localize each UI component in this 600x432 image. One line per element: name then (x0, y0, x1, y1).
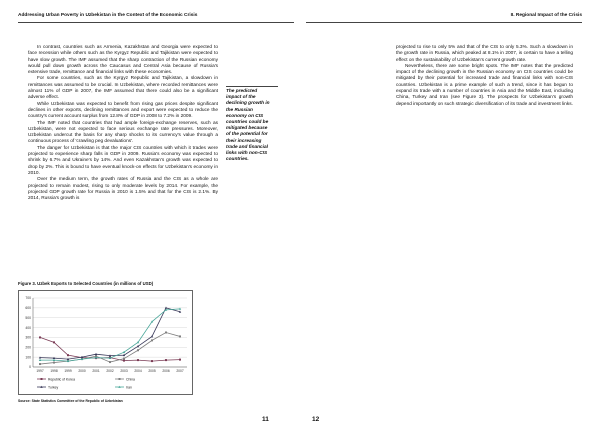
x-tick-label: 2007 (176, 369, 184, 373)
data-point (179, 335, 181, 337)
export-line-chart (19, 291, 192, 394)
pull-quote: The predicted impact of the declining growth in the Russian economy on CIS countries could be mitigated because of the potential for their increasing trade and financial links with non-CIS countries. (226, 89, 270, 163)
legend-label: Iran (126, 385, 132, 390)
data-point (67, 354, 69, 356)
body-paragraph: Nevertheless, there are some bright spots. The IMF notes that the predicted impact of the declining growth in the Russian economy on CIS countries could be mitigated by their potential for increased trade and financial links with non-CIS countries. Uzbekistan is a prime example of such a trend, since it has begun to expand its trade with a number of countries in Asia and the Middle East, including China, Turkey and Iran (see Figure 3). The prospects for Uzbekistan's growth depend importantly on such strategic diversification of its trade and investment links. (396, 63, 573, 107)
legend-label: China (126, 377, 135, 382)
y-tick-label: 600 (25, 306, 31, 311)
data-point (165, 359, 167, 361)
figure-title: Figure 3. Uzbek Exports to Selected Countries (in millions of USD) (18, 281, 154, 286)
x-tick-label: 2003 (120, 369, 128, 373)
body-paragraph: For some countries, such as the Kyrgyz Republic and Tajikistan, a slowdown in remittances was assumed to be crucial. In Uzbekistan, where recorded remittances were almost 11% of GDP in 2007, the IMF assumed that there could also be a significant adverse effect. (28, 76, 218, 101)
data-point (109, 361, 111, 363)
data-point (179, 359, 181, 361)
data-point (39, 336, 41, 338)
pull-quote-rule (226, 86, 278, 87)
figure-source: Source: State Statistics Committee of the Republic of Uzbekistan (18, 399, 123, 403)
x-tick-label: 2004 (134, 369, 142, 373)
data-point (151, 360, 153, 362)
x-tick-label: 2005 (148, 369, 156, 373)
y-tick-label: 0 (29, 365, 31, 370)
data-point (123, 358, 125, 360)
data-point (39, 363, 41, 365)
right-running-header: II. Regional Impact of the Crisis (510, 13, 582, 18)
left-body-column (28, 45, 218, 202)
body-paragraph: Over the medium term, the growth rates of Russia and the CIS as a whole are projected to remain modest, rising to only moderate levels by 2014. For example, the projected GDP growth rate for Russia in 2010 is 1.5% and that for the CIS is 2.1%. By 2014, Russia's growth is (28, 177, 218, 202)
x-tick-label: 2001 (92, 369, 100, 373)
body-paragraph: The IMF noted that countries that had ample foreign-exchange reserves, such as Uzbekistan, were not expected to face serious exchange rate pressures. Moreover, Uzbekistan undercut the basis for any sharp shocks to its currency's value through a continuous process of 'crawling peg devaluations'. (28, 120, 218, 145)
x-tick-label: 1997 (36, 369, 44, 373)
body-paragraph: In contrast, countries such as Armenia, Kazakhstan and Georgia were expected to face recession while others such as the Kyrgyz Republic and Tajikistan were expected to have slow growth. The IMF assumed that the sharp contraction of the Russian economy would pull down growth across the Caucasus and Central Asia because of Russia's extensive trade, remittance and financial links with these economies. (28, 45, 218, 76)
x-tick-label: 2006 (162, 369, 170, 373)
y-tick-label: 100 (25, 355, 31, 360)
y-tick-label: 400 (25, 325, 31, 330)
data-point (151, 339, 153, 341)
legend-marker (119, 378, 121, 380)
figure-frame (18, 290, 193, 395)
y-tick-label: 300 (25, 335, 31, 340)
data-point (137, 359, 139, 361)
page-number-right: 12 (312, 416, 320, 423)
y-tick-label: 500 (25, 315, 31, 320)
x-tick-label: 1998 (50, 369, 58, 373)
data-point (53, 362, 55, 364)
data-point (137, 349, 139, 351)
right-body-column (396, 45, 573, 108)
data-point (123, 360, 125, 362)
legend-marker (41, 378, 43, 380)
y-tick-label: 700 (25, 296, 31, 301)
legend-label: Turkey (48, 385, 59, 390)
x-tick-label: 1999 (64, 369, 72, 373)
body-paragraph: projected to rise to only 5% and that of the CIS to only 5.3%. Such a slowdown in the growth rate in Russia, which peaked at 8.1% in 2007, is certain to have a telling effect on the sustainability of Uzbekistan's current growth rate. (396, 45, 573, 63)
data-point (165, 307, 167, 309)
page-number-left: 11 (262, 416, 269, 423)
data-point (53, 341, 55, 343)
series-line (40, 309, 180, 361)
x-tick-label: 2002 (106, 369, 114, 373)
left-running-header: Addressing Urban Poverty in Uzbekistan in the Context of the Economic Crisis (18, 13, 198, 18)
left-header-rule (18, 22, 294, 23)
legend-label: Republic of Korea (48, 377, 75, 382)
right-header-rule (306, 22, 582, 23)
body-paragraph: The danger for Uzbekistan is that the major CIS countries with which it trades were projected to experience sharp falls in GDP in 2009. Russia's economy was expected to shrink by 6.7% and Ukraine's by 14%. And even Kazakhstan's growth was expected to drop by 2%. This is bound to have eventual knock-on effects for Uzbekistan's economy in 2010. (28, 145, 218, 176)
y-tick-label: 200 (25, 345, 31, 350)
body-paragraph: While Uzbekistan was expected to benefit from rising gas prices despite significant declines in other exports, declining remittances and export were expected to reduce the country's current account surplus from 12.8% of GDP in 2008 to 7.2% in 2009. (28, 101, 218, 120)
x-tick-label: 2000 (78, 369, 86, 373)
data-point (165, 332, 167, 334)
